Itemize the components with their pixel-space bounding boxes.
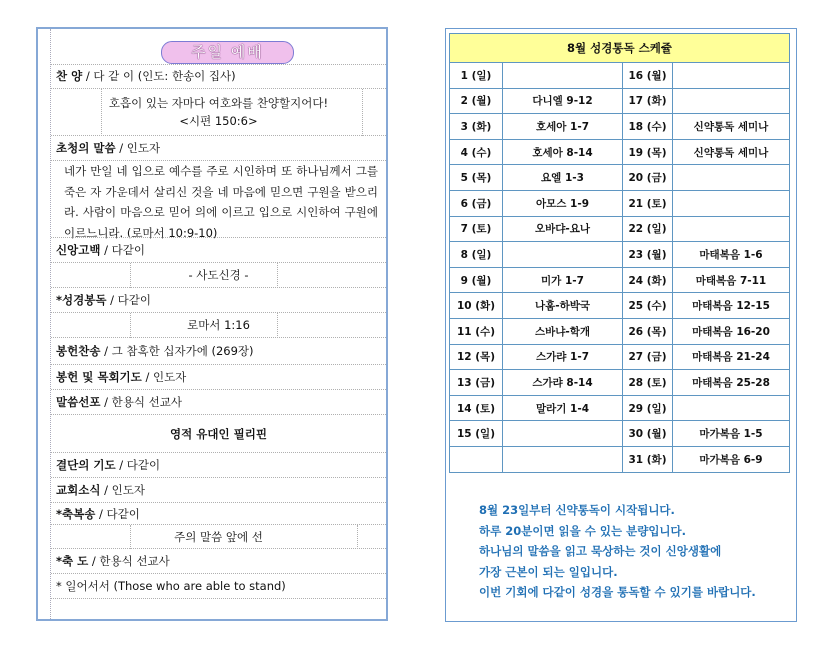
schedule-row (450, 88, 790, 114)
schedule-date: 27 (금) (623, 344, 673, 370)
schedule-reading (503, 63, 623, 89)
schedule-reading: 나훔-하박국 (503, 293, 623, 319)
service-title: 주일 예배 (161, 41, 294, 64)
hymn-verse-line2: <시편 150:6> (179, 114, 258, 128)
schedule-date: 29 (일) (623, 395, 673, 421)
schedule-reading: 마가복음 1-5 (673, 421, 790, 447)
schedule-reading: 마가복음 6-9 (673, 446, 790, 472)
offering-row (51, 338, 386, 365)
news-label: 교회소식 (56, 483, 101, 497)
reading-schedule-table (449, 33, 790, 473)
schedule-date: 19 (목) (623, 139, 673, 165)
schedule-reading (673, 88, 790, 114)
schedule-date: 24 (화) (623, 267, 673, 293)
invitation-value: / 인도자 (119, 141, 161, 155)
schedule-reading (503, 421, 623, 447)
schedule-date: 2 (월) (450, 88, 503, 114)
schedule-date: 20 (금) (623, 165, 673, 191)
creed-sub-box (130, 263, 278, 288)
schedule-row (450, 267, 790, 293)
schedule-row (450, 421, 790, 447)
schedule-row (450, 216, 790, 242)
schedule-date: 18 (수) (623, 114, 673, 140)
reading-row (51, 288, 386, 313)
invitation-verse: 네가 만일 네 입으로 예수를 주로 시인하며 또 하나님께서 그를 죽은 자 가운데서 살리신 것을 네 마음에 믿으면 구원을 받으리라. 사람이 마음으로 믿어 의에 이르고 입으로 시인하여 구원에 이르느니라. (로마서 10:9-10) (64, 164, 378, 240)
schedule-reading: 말라기 1-4 (503, 395, 623, 421)
schedule-date: 9 (월) (450, 267, 503, 293)
hymn-verse-box (101, 89, 363, 136)
worship-order-panel (36, 27, 388, 621)
schedule-reading: 아모스 1-9 (503, 190, 623, 216)
schedule-date: 31 (화) (623, 446, 673, 472)
invitation-row (51, 136, 386, 161)
sermon-value: / 한용식 선교사 (104, 395, 182, 409)
schedule-reading: 마태복음 25-28 (673, 370, 790, 396)
hymn-value: / 다 같 이 (인도: 한송이 집사) (85, 69, 236, 83)
schedule-date: 15 (일) (450, 421, 503, 447)
schedule-reading: 미가 1-7 (503, 267, 623, 293)
schedule-row (450, 395, 790, 421)
sermon-row (51, 390, 386, 415)
schedule-note-line: 하나님의 말씀을 읽고 묵상하는 것이 신앙생활에 (479, 544, 722, 558)
schedule-row (450, 139, 790, 165)
schedule-date: 7 (토) (450, 216, 503, 242)
schedule-date: 30 (월) (623, 421, 673, 447)
schedule-date: 11 (수) (450, 318, 503, 344)
schedule-date: 28 (토) (623, 370, 673, 396)
schedule-reading: 마태복음 12-15 (673, 293, 790, 319)
blessing-value: / 한용식 선교사 (91, 554, 170, 568)
creed-label: 신앙고백 (56, 243, 101, 257)
schedule-date: 25 (수) (623, 293, 673, 319)
invitation-verse-row (51, 161, 386, 238)
prayer-label: 봉헌 및 목회기도 (56, 370, 142, 384)
schedule-reading: 다니엘 9-12 (503, 88, 623, 114)
blessing-row (51, 549, 386, 574)
hymn-row (51, 64, 386, 89)
schedule-row (450, 190, 790, 216)
schedule-reading (673, 165, 790, 191)
blessing-label: *축 도 (56, 554, 89, 568)
closing-label: *축복송 (56, 506, 96, 521)
schedule-date: 26 (목) (623, 318, 673, 344)
sermon-title: 영적 유대인 필리핀 (170, 426, 267, 441)
closing-sub: 주의 말씀 앞에 선 (174, 529, 263, 544)
invitation-label: 초청의 말씀 (56, 141, 116, 155)
sermon-title-row (51, 415, 386, 453)
schedule-reading: 신약통독 세미나 (673, 114, 790, 140)
schedule-row (450, 318, 790, 344)
news-value: / 인도자 (104, 483, 145, 497)
schedule-row (450, 293, 790, 319)
schedule-reading: 호세아 8-14 (503, 139, 623, 165)
offering-value: / 그 참혹한 십자가에 (269장) (104, 344, 254, 358)
schedule-reading: 신약통독 세미나 (673, 139, 790, 165)
schedule-reading: 마태복음 7-11 (673, 267, 790, 293)
schedule-note-line: 이번 기회에 다같이 성경을 통독할 수 있기를 바랍니다. (479, 585, 756, 599)
schedule-note-line: 가장 근본이 되는 일입니다. (479, 564, 618, 579)
schedule-reading: 마태복음 1-6 (673, 242, 790, 268)
decision-label: 결단의 기도 (56, 458, 116, 472)
offering-label: 봉헌찬송 (56, 344, 101, 358)
reading-sub-box (130, 313, 278, 338)
sermon-label: 말씀선포 (56, 395, 101, 409)
schedule-reading: 마태복음 16-20 (673, 318, 790, 344)
schedule-reading: 스가랴 8-14 (503, 370, 623, 396)
schedule-date: 17 (화) (623, 88, 673, 114)
schedule-date: 3 (화) (450, 114, 503, 140)
schedule-reading (673, 190, 790, 216)
schedule-reading: 스바냐-학개 (503, 318, 623, 344)
prayer-row (51, 365, 386, 390)
schedule-date: 4 (수) (450, 139, 503, 165)
schedule-note-line: 8월 23일부터 신약통독이 시작됩니다. (479, 503, 675, 517)
schedule-date: 8 (일) (450, 242, 503, 268)
hymn-label: 찬 양 (56, 69, 83, 83)
prayer-value: / 인도자 (145, 370, 187, 384)
schedule-reading: 마태복음 21-24 (673, 344, 790, 370)
schedule-reading (673, 216, 790, 242)
schedule-reading (673, 63, 790, 89)
schedule-date: 23 (월) (623, 242, 673, 268)
schedule-date (450, 446, 503, 472)
schedule-date: 22 (일) (623, 216, 673, 242)
schedule-notes (479, 500, 779, 603)
footnote-row (51, 574, 386, 599)
reading-label: *성경봉독 (56, 293, 107, 307)
schedule-reading: 호세아 1-7 (503, 114, 623, 140)
schedule-row (450, 344, 790, 370)
schedule-date: 14 (토) (450, 395, 503, 421)
schedule-reading (503, 446, 623, 472)
decision-row (51, 453, 386, 478)
schedule-note-line: 하루 20분이면 읽을 수 있는 분량입니다. (479, 523, 687, 538)
creed-row (51, 238, 386, 263)
schedule-row (450, 370, 790, 396)
schedule-reading: 오바댜-요나 (503, 216, 623, 242)
creed-value: / 다같이 (104, 243, 145, 257)
schedule-row (450, 446, 790, 472)
schedule-row (450, 242, 790, 268)
schedule-reading (503, 242, 623, 268)
footnote: * 일어서서 (Those who are able to stand) (56, 579, 286, 593)
schedule-date: 12 (목) (450, 344, 503, 370)
schedule-date: 5 (목) (450, 165, 503, 191)
decision-value: / 다같이 (119, 458, 161, 472)
schedule-date: 16 (월) (623, 63, 673, 89)
schedule-date: 1 (일) (450, 63, 503, 89)
reading-sub: 로마서 1:16 (187, 318, 250, 332)
schedule-date: 6 (금) (450, 190, 503, 216)
reading-value: / 다같이 (110, 293, 151, 307)
schedule-date: 13 (금) (450, 370, 503, 396)
schedule-date: 21 (토) (623, 190, 673, 216)
schedule-reading: 요엘 1-3 (503, 165, 623, 191)
creed-sub: - 사도신경 - (188, 268, 249, 282)
schedule-date: 10 (화) (450, 293, 503, 319)
schedule-row (450, 63, 790, 89)
title-row (51, 37, 386, 65)
schedule-reading (673, 395, 790, 421)
closing-row (51, 503, 386, 525)
closing-sub-box (130, 525, 358, 549)
schedule-title: 8월 성경통독 스케쥴 (450, 34, 790, 63)
closing-value: / 다같이 (99, 506, 140, 521)
hymn-verse-line1: 호흡이 있는 자마다 여호와를 찬양할지어다! (108, 96, 329, 110)
schedule-row (450, 165, 790, 191)
schedule-reading: 스가랴 1-7 (503, 344, 623, 370)
news-row (51, 478, 386, 503)
schedule-row (450, 114, 790, 140)
